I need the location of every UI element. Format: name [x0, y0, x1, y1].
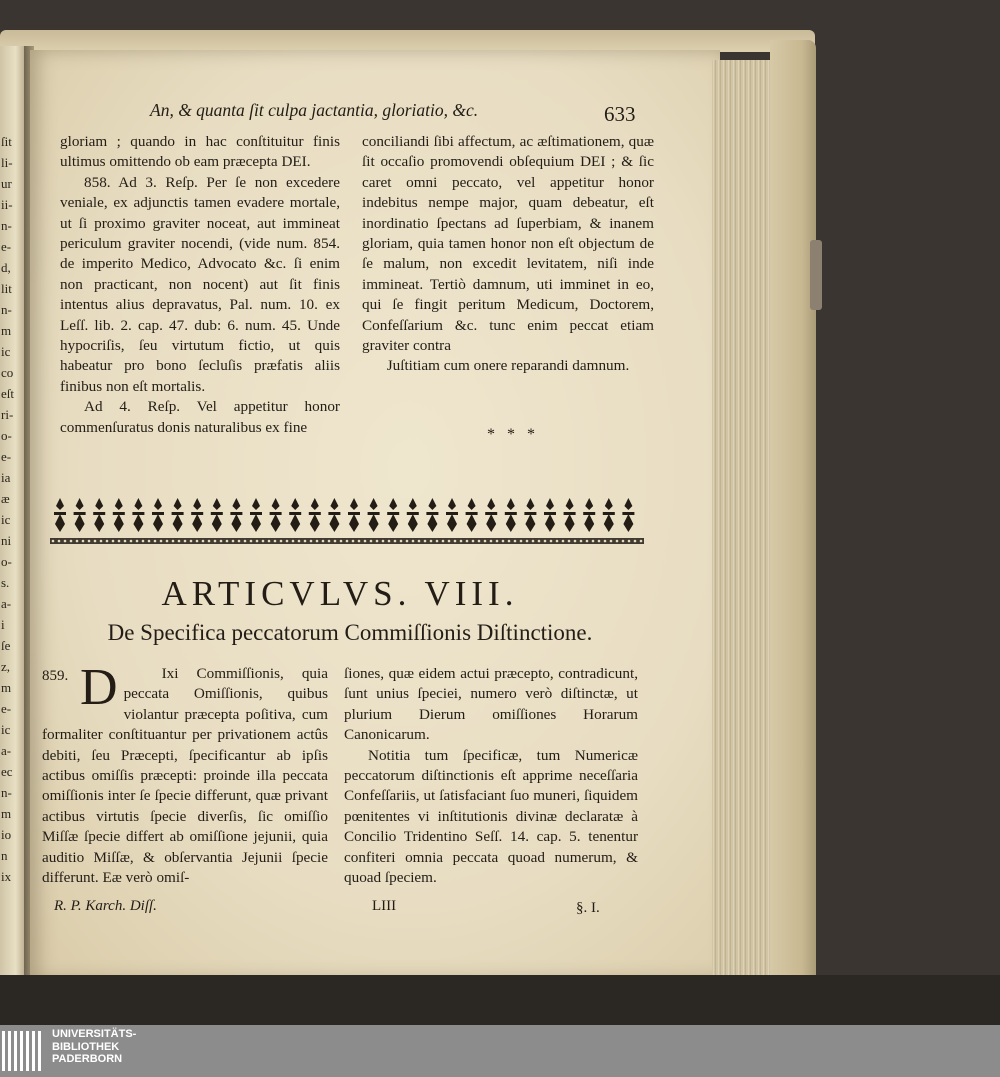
fleuron-ornament [583, 498, 595, 532]
library-line-1: UNIVERSITÄTS- [52, 1028, 137, 1040]
border-dot [406, 540, 409, 543]
left-margin-fragment: eſt [1, 386, 14, 401]
border-dot [94, 540, 97, 543]
border-dot [610, 540, 613, 543]
border-dot [160, 540, 163, 543]
left-margin-fragment: z, [1, 659, 11, 674]
paragraph: conciliandi ſibi affectum, ac æſtimationem, quæ ſit occaſio promovendi obſequium DEI ; & ſic caret omni peccato, vel appetitur honor indebitus nempe major, quam debeatur, eſt inordinatio ſpectans ad ſuperbiam, & inanem gloriam, quia tamen honor non eſt objectum de ſe malum, non excedit levitatem, niſi inde immineat. Tertiò damnum, uti imminet in eo, qui ſe fingit peritum Medicum, Doctorem, Confeſſarium &c. tunc enim peccat etiam graviter contra [362, 133, 654, 355]
library-footer-band [0, 1025, 1000, 1077]
border-dot [634, 540, 637, 543]
closing-line: Juſtitiam cum onere reparandi damnum. [386, 357, 630, 375]
paragraph-notitia: Notitia tum ſpecificæ, tum Numericæ peccatorum diſtinctionis eſt apprime neceſſaria Confeſſariis, ut ſatisfaciant ſuo muneri, ſiquidem pœnitentes vi inſtitutionis divinæ declaratæ à Concilio Tridentino Seſſ. 14. cap. 5. tenentur confiteri omnia peccata quoad numerum, & quoad ſpeciem. [344, 746, 638, 887]
column-4 [344, 664, 638, 888]
border-dot [484, 540, 487, 543]
paragraph-ad4: Ad 4. Reſp. Vel appetitur honor commenſuratus donis naturalibus ex fine [60, 398, 340, 436]
border-dot [460, 540, 463, 543]
left-margin-fragment: m [1, 806, 12, 821]
border-dot [88, 540, 91, 543]
left-margin-fragment: ſe [1, 638, 11, 653]
fleuron-ornament [407, 498, 419, 532]
asterism: * * * [487, 426, 539, 443]
fleuron-ornament [466, 498, 478, 532]
fleuron-ornament [289, 498, 301, 532]
left-margin-fragment: ri- [1, 407, 14, 422]
border-dot [238, 540, 241, 543]
left-margin-fragment: a- [1, 596, 12, 611]
left-margin-fragment: d, [1, 260, 11, 275]
book-cover-top [0, 30, 815, 52]
left-margin-fragment: o- [1, 554, 12, 569]
border-dot [262, 540, 265, 543]
left-margin-fragment: ic [1, 722, 11, 737]
border-dot [628, 540, 631, 543]
border-dot [556, 540, 559, 543]
border-dot [328, 540, 331, 543]
border-dot [376, 540, 379, 543]
border-dot [472, 540, 475, 543]
border-dot [172, 540, 175, 543]
border-dot [538, 540, 541, 543]
fleuron-ornament [368, 498, 380, 532]
border-dot [580, 540, 583, 543]
border-dot [268, 540, 271, 543]
border-dot [478, 540, 481, 543]
border-dot [220, 540, 223, 543]
fleuron-ornament [54, 498, 66, 532]
border-dot [622, 540, 625, 543]
fleuron-ornament [524, 498, 536, 532]
border-dot [274, 540, 277, 543]
border-dot [340, 540, 343, 543]
border-dot [586, 540, 589, 543]
left-margin-fragment: ic [1, 344, 11, 359]
left-margin-fragment: ix [1, 869, 12, 884]
border-dot [388, 540, 391, 543]
fleuron-ornament [387, 498, 399, 532]
section-number: 859. [42, 668, 69, 684]
border-dot [112, 540, 115, 543]
border-dot [604, 540, 607, 543]
fleuron-ornament [211, 498, 223, 532]
article-title: ARTICVLVS. VIII. [161, 574, 519, 613]
border-dot [640, 540, 643, 543]
border-dot [130, 540, 133, 543]
fleuron-ornament [74, 498, 86, 532]
paragraph-859 [42, 659, 328, 888]
border-dot [598, 540, 601, 543]
column-1 [60, 132, 340, 438]
decorative-fleuron-border [50, 494, 644, 554]
border-dot [544, 540, 547, 543]
border-dot [70, 540, 73, 543]
border-dot [226, 540, 229, 543]
border-dot [184, 540, 187, 543]
left-margin-fragment: n- [1, 785, 12, 800]
paragraph: ſiones, quæ eidem actui præcepto, contradicunt, ſunt unius ſpeciei, numero verò diſtinctæ, ut plurium Dierum omiſſiones Horarum Canonicarum. [344, 665, 638, 744]
fleuron-ornament [270, 498, 282, 532]
left-facing-page [0, 46, 26, 981]
left-margin-fragment: m [1, 680, 12, 695]
scanner-background [0, 975, 1000, 1025]
left-margin-fragment: ia [1, 470, 11, 485]
fleuron-ornament [348, 498, 360, 532]
border-dot [124, 540, 127, 543]
left-margin-fragment: ni [1, 533, 12, 548]
fleuron-ornament [113, 498, 125, 532]
border-dot [202, 540, 205, 543]
border-dot [454, 540, 457, 543]
border-dot [250, 540, 253, 543]
left-margin-fragment: s. [1, 575, 10, 590]
library-line-2: BIBLIOTHEK [52, 1040, 120, 1053]
left-margin-fragment: lit [1, 281, 12, 296]
border-dot [574, 540, 577, 543]
paragraph: gloriam ; quando in hac conſtituitur finis ultimus omittendo ob eam præcepta DEI. [60, 133, 340, 171]
border-dot [352, 540, 355, 543]
border-dot [178, 540, 181, 543]
left-margin-fragment: m [1, 323, 12, 338]
fleuron-ornament [446, 498, 458, 532]
border-dot [256, 540, 259, 543]
border-dot [592, 540, 595, 543]
border-dot [418, 540, 421, 543]
page-number: 633 [604, 102, 636, 126]
border-dot [424, 540, 427, 543]
border-dot [76, 540, 79, 543]
left-margin-fragment: ii- [1, 197, 13, 212]
border-dot [394, 540, 397, 543]
border-dot [496, 540, 499, 543]
fleuron-ornament [564, 498, 576, 532]
border-dot [52, 540, 55, 543]
fleuron-ornament [230, 498, 242, 532]
left-margin-fragment: ic [1, 512, 11, 527]
book-clasp [810, 240, 822, 310]
left-margin-fragment: li- [1, 155, 13, 170]
border-dot [286, 540, 289, 543]
border-dot [196, 540, 199, 543]
left-margin-fragment: o- [1, 428, 12, 443]
column-3 [42, 659, 328, 888]
border-dot [280, 540, 283, 543]
fleuron-ornament [485, 498, 497, 532]
library-line-3: PADERBORN [52, 1053, 123, 1065]
catchword-mark: LIII [372, 898, 397, 914]
fleuron-ornament [191, 498, 203, 532]
border-dot [466, 540, 469, 543]
border-dot [430, 540, 433, 543]
signature-mark: R. P. Karch. Diſſ. [54, 898, 157, 914]
border-dot [148, 540, 151, 543]
book-cover-right [770, 40, 816, 988]
fleuron-ornament [426, 498, 438, 532]
fleuron-ornament [250, 498, 262, 532]
border-dot [82, 540, 85, 543]
left-margin-fragment: e- [1, 701, 12, 716]
fleuron-ornament [603, 498, 615, 532]
left-margin-fragment: e- [1, 239, 12, 254]
left-margin-fragment: io [1, 827, 12, 842]
border-dot [232, 540, 235, 543]
custos-mark: §. I. [576, 900, 600, 916]
border-dot [562, 540, 565, 543]
fleuron-ornament [544, 498, 556, 532]
left-margin-fragment: co [1, 365, 14, 380]
border-dot [364, 540, 367, 543]
page-edges [712, 60, 772, 988]
border-dot [64, 540, 67, 543]
border-dot [136, 540, 139, 543]
border-dot [310, 540, 313, 543]
left-margin-fragment: n [1, 848, 8, 863]
library-name [52, 1028, 136, 1066]
border-dot [106, 540, 109, 543]
border-dot [568, 540, 571, 543]
border-dot [166, 540, 169, 543]
left-margin-fragment: n- [1, 218, 12, 233]
left-margin-fragment: ec [1, 764, 13, 779]
border-dot [154, 540, 157, 543]
border-dot [514, 540, 517, 543]
border-dot [382, 540, 385, 543]
border-dot [118, 540, 121, 543]
border-dot [316, 540, 319, 543]
border-dot [448, 540, 451, 543]
left-margin-fragment: æ [1, 491, 10, 506]
border-dot [370, 540, 373, 543]
fleuron-ornament [309, 498, 321, 532]
paragraph-text: Ixi Commiſſionis, quia peccata Omiſſionis, quibus violantur præcepta poſitiva, cum formaliter conſtituantur per privationem actûs debiti, ſeu Præcepti, ſpecificantur ab ipſis actibus omiſſis præcepti: proinde illa peccata omiſſionis inter ſe ſpecie differunt, quæ privant actibus virtutis ſpecie diverſis, ſic omiſſio Miſſæ ſpecie differt ab omiſſione jejunii, quia auditio Miſſæ, & obſervantia Jejunii ſpecie differunt. Eæ verò omiſ- [42, 665, 328, 887]
border-dot [346, 540, 349, 543]
border-dot [142, 540, 145, 543]
running-head: An, & quanta ſit culpa jactantia, gloriatio, &c. [150, 100, 479, 120]
fleuron-ornament [505, 498, 517, 532]
border-dot [208, 540, 211, 543]
border-dot [532, 540, 535, 543]
fleuron-ornament [152, 498, 164, 532]
library-barcode-logo-icon [0, 1027, 48, 1075]
border-dot [436, 540, 439, 543]
paragraph-858: 858. Ad 3. Reſp. Per ſe non excedere veniale, ex adjunctis tamen evadere mortale, ut ſi proximo graviter noceat, aut immineat periculum graviter nocendi, (vide num. 854. de imperito Medico, Advocato &c. ſi enim non practicant, non nocent) aut ſit finis intentus alius depravatus, Pal. num. 10. ex Leſſ. lib. 2. cap. 47. dub: 6. num. 45. Unde hypocriſis, ſeu virtutum fictio, ut quis habeatur pro bono ſecluſis præfatis aliis finibus non eſt mortalis. [60, 173, 340, 395]
left-margin-fragment: n- [1, 302, 12, 317]
column-2 [362, 132, 654, 377]
border-dot [334, 540, 337, 543]
border-dot [358, 540, 361, 543]
border-dot [304, 540, 307, 543]
border-dot [190, 540, 193, 543]
fleuron-ornament [172, 498, 184, 532]
border-dot [298, 540, 301, 543]
fleuron-ornament [622, 498, 634, 532]
border-dot [550, 540, 553, 543]
article-subtitle: De Specifica peccatorum Commiſſionis Diſtinctione. [107, 620, 593, 645]
border-dot [490, 540, 493, 543]
left-margin-fragment: ur [1, 176, 12, 191]
border-dot [502, 540, 505, 543]
border-dot [58, 540, 61, 543]
border-dot [214, 540, 217, 543]
border-dot [526, 540, 529, 543]
border-dot [322, 540, 325, 543]
border-dot [292, 540, 295, 543]
drop-cap: D [80, 659, 118, 716]
left-margin-fragment: ſit [1, 134, 12, 149]
border-dot [100, 540, 103, 543]
left-margin-fragment: e- [1, 449, 12, 464]
border-dot [244, 540, 247, 543]
fleuron-ornament [93, 498, 105, 532]
border-dot [400, 540, 403, 543]
fleuron-ornament [328, 498, 340, 532]
border-dot [616, 540, 619, 543]
border-dot [442, 540, 445, 543]
left-margin-fragment: i [1, 617, 5, 632]
border-dot [520, 540, 523, 543]
left-margin-fragment: a- [1, 743, 12, 758]
fleuron-ornament [132, 498, 144, 532]
border-dot [508, 540, 511, 543]
border-dot [412, 540, 415, 543]
